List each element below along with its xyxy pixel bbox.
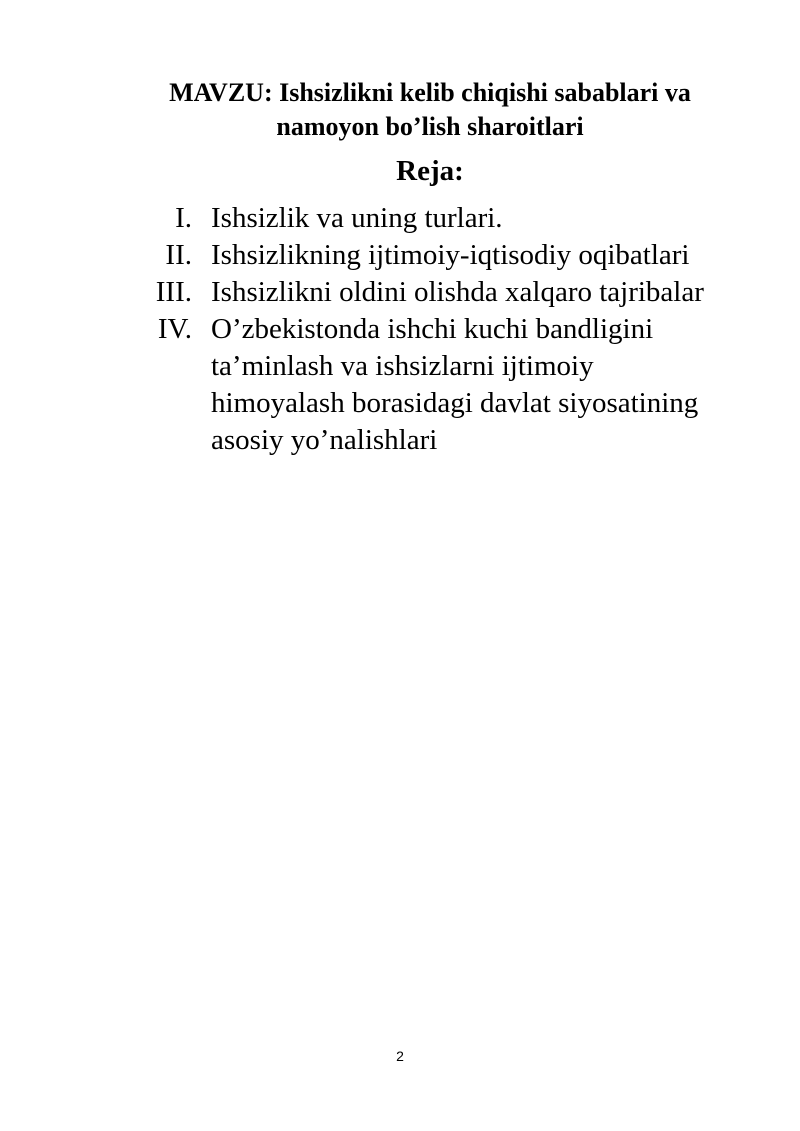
document-title xyxy=(100,76,760,144)
plan-item xyxy=(120,274,740,311)
plan-item-text: himoyalash borasidagi davlat siyosatining xyxy=(211,387,699,419)
plan-heading: Reja: xyxy=(396,155,464,187)
plan-list xyxy=(120,200,740,459)
plan-item xyxy=(120,200,740,237)
plan-item-text: Ishsizlik va uning turlari. xyxy=(211,202,503,234)
plan-item xyxy=(120,311,740,459)
plan-item-numeral: IV. xyxy=(157,313,192,345)
plan-item xyxy=(120,237,740,274)
plan-item-text: ta’minlash va ishsizlarni ijtimoiy xyxy=(211,350,594,382)
plan-item-numeral: II. xyxy=(165,239,192,271)
page-number: 2 xyxy=(396,1048,404,1064)
plan-item-numeral: I. xyxy=(175,202,192,234)
plan-item-text: Ishsizlikning ijtimoiy-iqtisodiy oqibatlari xyxy=(211,239,690,271)
title-line: MAVZU: Ishsizlikni kelib chiqishi sabablari va xyxy=(169,78,691,107)
plan-item-numeral: III. xyxy=(155,276,192,308)
plan-item-text: O’zbekistonda ishchi kuchi bandligini xyxy=(211,313,654,345)
title-line: namoyon bo’lish sharoitlari xyxy=(276,112,584,141)
plan-item-text: asosiy yo’nalishlari xyxy=(211,424,438,456)
plan-item-text: Ishsizlikni oldini olishda xalqaro tajribalar xyxy=(211,276,704,308)
